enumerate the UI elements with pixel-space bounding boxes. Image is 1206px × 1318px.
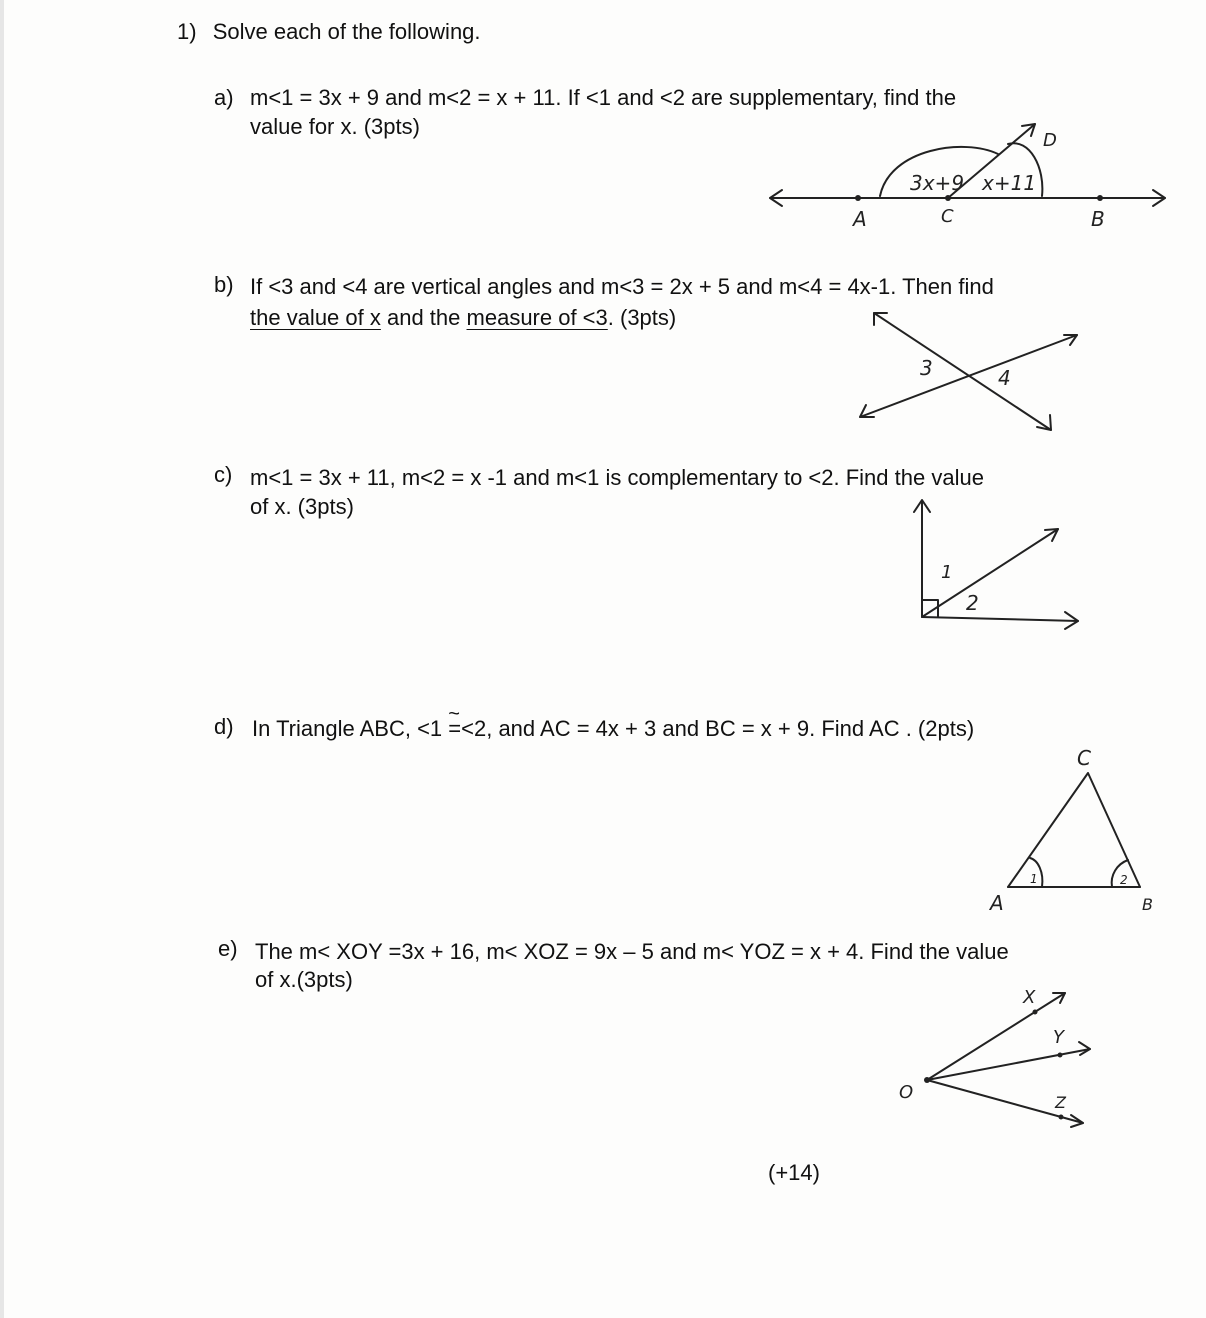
text-segment: and the (380, 305, 467, 330)
question-number: 1) (177, 19, 197, 44)
line-2 (874, 313, 1051, 430)
angle4-label: 4 (998, 366, 1011, 390)
point-c-label: C (941, 206, 954, 227)
problem-text-line2 (250, 305, 676, 331)
angle1-label: 3x+9 (910, 171, 965, 195)
triangle-abc-figure (980, 740, 1170, 915)
complementary-angles-figure (900, 494, 1090, 634)
point-a-dot (855, 195, 861, 201)
vertical-angles-figure (850, 305, 1090, 440)
problem-label: e) (218, 936, 238, 961)
point-c-dot (945, 195, 951, 201)
problem-text-line1: m<1 = 3x + 9 and m<2 = x + 11. If <1 and <2 are supplementary, find the (250, 85, 957, 110)
problem-label: d) (214, 714, 234, 739)
angle3-label: 3 (920, 356, 933, 380)
point-a-label: A (853, 207, 867, 231)
triangle-sides (1008, 773, 1140, 887)
text-segment: <2, and AC = 4x + 3 and BC = x + 9. Find AC . (2pts) (461, 716, 975, 741)
point-z-dot (1059, 1115, 1064, 1120)
supplementary-angles-figure (760, 118, 1180, 236)
point-y-label: Y (1053, 1027, 1064, 1048)
horizontal-ray (922, 617, 1078, 621)
point-o-label: O (899, 1082, 914, 1103)
angle1-label: 1 (941, 562, 953, 583)
point-b-dot (1097, 195, 1103, 201)
angle1-label: 1 (1030, 872, 1038, 886)
point-b-label: B (1091, 207, 1105, 231)
underlined-value-of-x: the value of x (250, 305, 381, 330)
text-segment: . (3pts) (607, 305, 677, 330)
text-segment: In Triangle ABC, <1 (252, 716, 449, 741)
problem-text-line1: If <3 and <4 are vertical angles and m<3 = 2x + 5 and m<4 = 4x-1. Then find (250, 274, 994, 299)
problem-text (252, 716, 974, 742)
question-heading (177, 19, 481, 45)
point-z-label: Z (1055, 1093, 1066, 1112)
problem-text-line1: The m< XOY =3x + 16, m< XOZ = 9x – 5 and m< YOZ = x + 4. Find the value (255, 939, 1009, 964)
arrowhead-x (1053, 993, 1065, 1003)
congruent-symbol: ~ = (448, 716, 461, 742)
angle2-label: 2 (966, 591, 979, 615)
point-b-label: B (1142, 895, 1153, 914)
problem-text-line1: m<1 = 3x + 11, m<2 = x -1 and m<1 is complementary to <2. Find the value (250, 465, 984, 490)
point-o-dot (924, 1077, 930, 1083)
problem-text-line2: of x.(3pts) (255, 967, 353, 992)
problem-label: c) (214, 462, 233, 487)
points-total: (+14) (768, 1160, 820, 1185)
point-x-label: X (1023, 987, 1036, 1008)
problem-text-line2: value for x. (3pts) (250, 114, 420, 139)
problem-text-line2: of x. (3pts) (250, 494, 354, 519)
point-x-dot (1033, 1010, 1038, 1015)
arrowhead-y (1079, 1042, 1090, 1055)
question-title: Solve each of the following. (212, 19, 481, 44)
underlined-measure-of-3: measure of <3 (466, 305, 608, 330)
point-a-label: A (990, 891, 1004, 915)
point-d-label: D (1043, 130, 1057, 151)
angle2-label: 2 (1120, 873, 1128, 887)
angles-xoy-figure (885, 975, 1105, 1135)
page-edge (0, 0, 4, 1318)
point-c-label: C (1077, 746, 1091, 770)
problem-label: b) (214, 272, 234, 297)
problem-label: a) (214, 85, 234, 110)
angle2-label: x+11 (982, 171, 1037, 195)
point-y-dot (1058, 1053, 1063, 1058)
